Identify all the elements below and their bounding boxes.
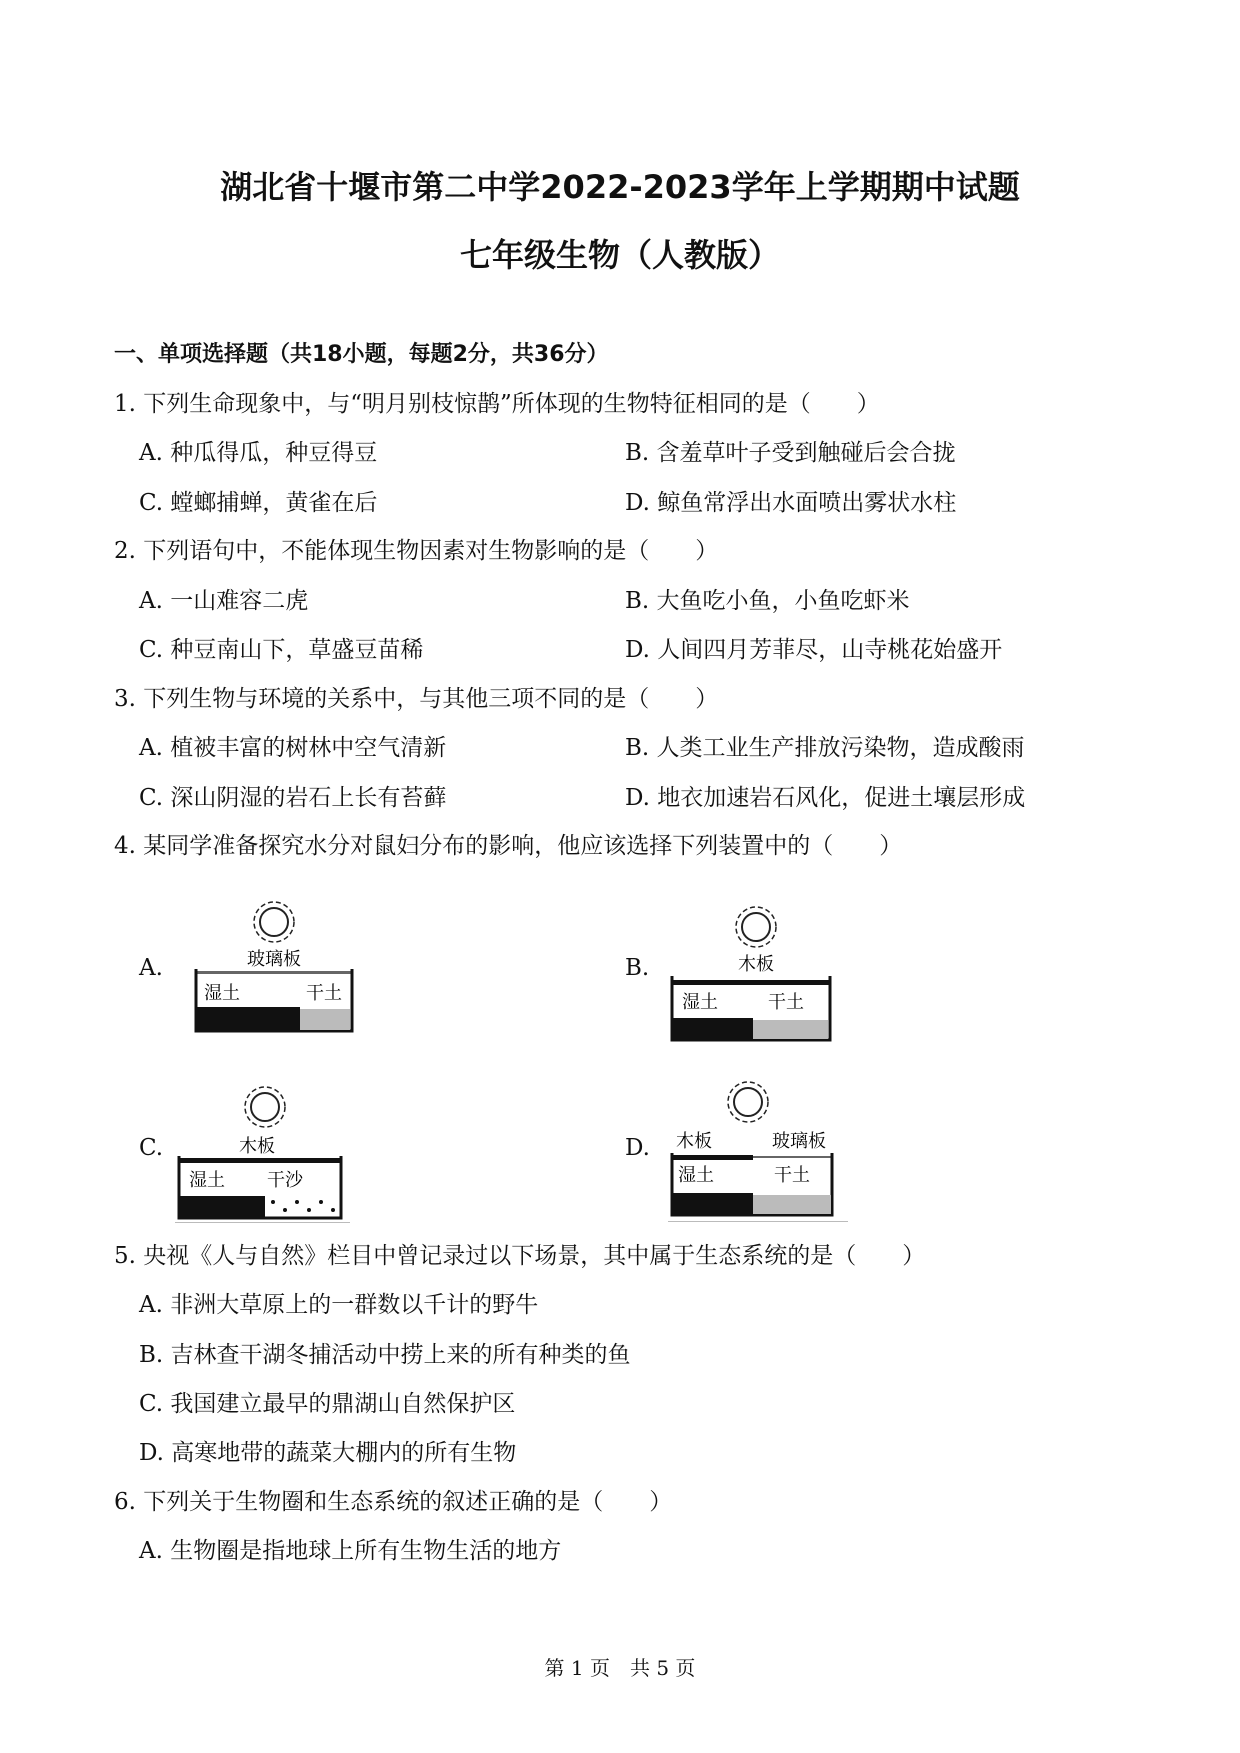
svg-text:干土: 干土 [306,983,342,1004]
q4-diagram-a [190,895,360,1035]
q4-stem: 4. 某同学准备探究水分对鼠妇分布的影响，他应该选择下列装置中的（ ） [114,833,903,859]
q6-option-a: A. 生物圈是指地球上所有生物生活的地方 [139,1538,562,1564]
q5-stem: 5. 央视《人与自然》栏目中曾记录过以下场景，其中属于生态系统的是（ ） [114,1243,926,1269]
q1-option-d: D. 鲸鱼常浮出水面喷出雾状水柱 [625,490,957,516]
q2-option-d: D. 人间四月芳菲尽，山寺桃花始盛开 [625,637,1003,663]
q4-option-c-label: C. [139,1135,164,1161]
q4-option-b-label: B. [625,955,650,981]
q3-stem: 3. 下列生物与环境的关系中，与其他三项不同的是（ ） [114,686,719,712]
q1-option-b: B. 含羞草叶子受到触碰后会合拢 [625,440,956,466]
svg-text:干土: 干土 [768,992,804,1013]
q4-diagram-b [668,900,838,1045]
q5-option-d: D. 高寒地带的蔬菜大棚内的所有生物 [139,1440,517,1466]
exam-subtitle: 七年级生物（人教版） [459,236,780,274]
sun-icon [245,1087,285,1127]
svg-text:湿土: 湿土 [678,1165,714,1186]
svg-text:干土: 干土 [774,1165,810,1186]
q5-option-c: C. 我国建立最早的鼎湖山自然保护区 [139,1391,516,1417]
q3-option-c: C. 深山阴湿的岩石上长有苔藓 [139,785,447,811]
svg-text:木板: 木板 [676,1131,712,1152]
cover-label: 玻璃板 [247,949,301,970]
q4-option-d-label: D. [625,1135,650,1161]
q3-option-d: D. 地衣加速岩石风化，促进土壤层形成 [625,785,1026,811]
svg-text:湿土: 湿土 [189,1170,225,1191]
q3-option-a: A. 植被丰富的树林中空气清新 [139,735,447,761]
sun-icon [728,1082,768,1122]
sun-icon [736,907,776,947]
q1-stem: 1. 下列生命现象中，与“明月别枝惊鹊”所体现的生物特征相同的是（ ） [114,391,880,417]
q5-option-b: B. 吉林查干湖冬捕活动中捞上来的所有种类的鱼 [139,1342,631,1368]
q3-option-b: B. 人类工业生产排放污染物，造成酸雨 [625,735,1025,761]
q5-option-a: A. 非洲大草原上的一群数以千计的野牛 [139,1292,539,1318]
svg-text:玻璃板: 玻璃板 [772,1131,826,1152]
q2-option-a: A. 一山难容二虎 [139,588,309,614]
sun-icon [254,902,294,942]
q2-option-b: B. 大鱼吃小鱼，小鱼吃虾米 [625,588,910,614]
q1-option-a: A. 种瓜得瓜，种豆得豆 [139,440,378,466]
exam-title: 湖北省十堰市第二中学2022-2023学年上学期期中试题 [220,168,1020,206]
q4-option-a-label: A. [139,955,163,981]
q2-stem: 2. 下列语句中，不能体现生物因素对生物影响的是（ ） [114,538,719,564]
svg-text:木板: 木板 [239,1136,275,1157]
svg-text:木板: 木板 [738,954,774,975]
q4-diagram-d [668,1075,853,1225]
section-heading: 一、单项选择题（共18小题，每题2分，共36分） [114,342,609,367]
q4-diagram-c [175,1080,355,1225]
page-footer: 第 1 页 共 5 页 [544,1656,696,1680]
svg-text:湿土: 湿土 [204,983,240,1004]
q6-stem: 6. 下列关于生物圈和生态系统的叙述正确的是（ ） [114,1489,673,1515]
q1-option-c: C. 螳螂捕蝉，黄雀在后 [139,490,378,516]
svg-text:湿土: 湿土 [682,992,718,1013]
svg-text:干沙: 干沙 [267,1170,303,1191]
q2-option-c: C. 种豆南山下，草盛豆苗稀 [139,637,424,663]
